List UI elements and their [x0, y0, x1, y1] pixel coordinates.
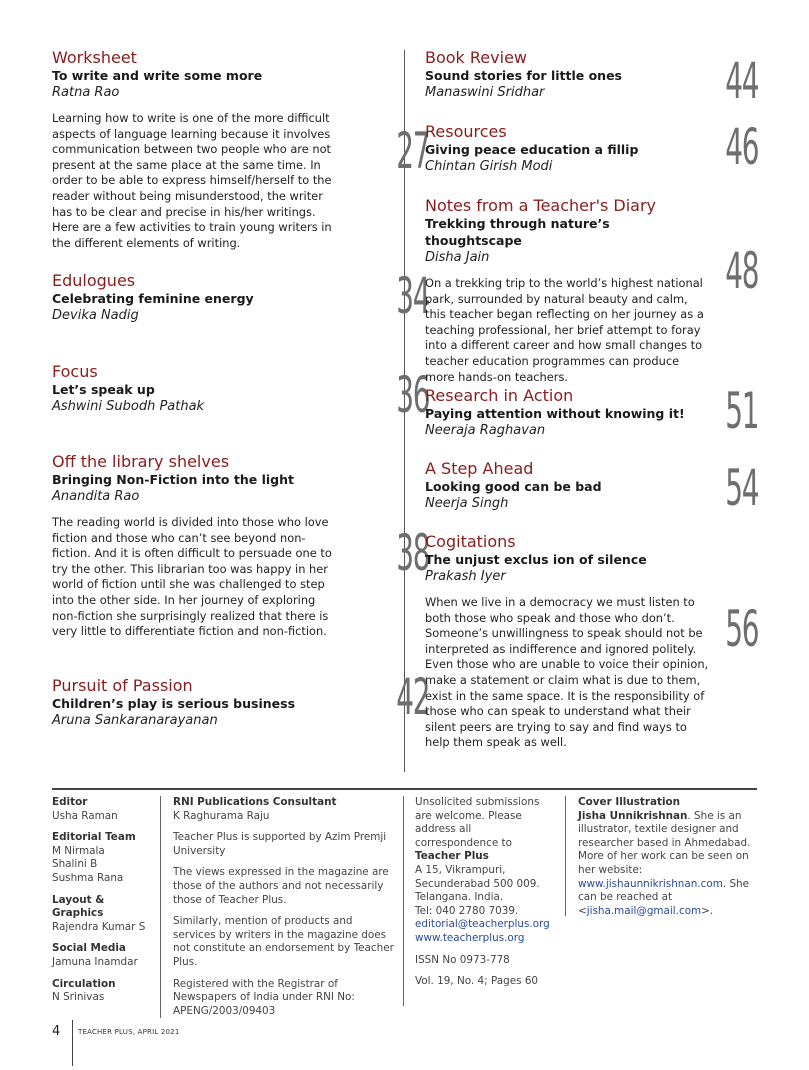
- article-title: Trekking through nature’s thoughtscape: [425, 216, 610, 248]
- page-number: 46: [724, 118, 758, 176]
- address-line: Telangana. India.: [415, 891, 504, 904]
- team-member: Sushma Rana: [52, 871, 124, 884]
- illustrator-contact-text: . She can be reached at: [578, 877, 750, 904]
- rni-consultant-name: K Raghurama Raju: [173, 809, 270, 822]
- editor-label: Editor: [52, 796, 88, 808]
- article-title: The unjust exclus ion of silence: [425, 552, 647, 567]
- page-number: 44: [724, 52, 758, 110]
- footer-separator: [565, 796, 566, 916]
- volume-info: Vol. 19, No. 4; Pages 60: [415, 975, 539, 988]
- section-heading: Notes from a Teacher's Diary: [425, 196, 657, 215]
- page-number: 34: [395, 267, 429, 325]
- angle-close: >: [701, 904, 710, 917]
- article-title: Celebrating feminine energy: [52, 291, 254, 306]
- masthead-notices: [173, 796, 395, 1026]
- section-heading: Edulogues: [52, 271, 136, 290]
- toc-entry-teachers-diary[interactable]: [425, 196, 758, 385]
- social-media-label: Social Media: [52, 942, 126, 955]
- page-number: 54: [724, 459, 758, 517]
- article-title: Children’s play is serious business: [52, 696, 296, 711]
- cover-credit-text: [578, 810, 758, 919]
- endorsement-disclaimer: Similarly, mention of products and services by writers in the magazine does not constitute an endorsement by Teacher Plus.: [173, 915, 394, 968]
- section-heading: Focus: [52, 362, 98, 381]
- layout-name: Rajendra Kumar S: [52, 920, 146, 933]
- submissions-note: Unsolicited submissions are welcome. Please address all correspondence to: [415, 796, 540, 849]
- article-author: Ratna Rao: [52, 85, 120, 100]
- toc-entry-focus[interactable]: [52, 362, 429, 424]
- toc-entry-book-review[interactable]: [425, 48, 758, 110]
- article-author: Prakash Iyer: [425, 569, 506, 584]
- section-heading: Book Review: [425, 48, 527, 67]
- toc-entry-library-shelves[interactable]: [52, 452, 429, 640]
- circulation-label: Circulation: [52, 977, 116, 990]
- editorial-team-label: Editorial Team: [52, 831, 136, 844]
- toc-entry-step-ahead[interactable]: [425, 459, 758, 517]
- section-heading: Cogitations: [425, 532, 516, 551]
- social-media-name: Jamuna Inamdar: [52, 955, 138, 968]
- article-author: Manaswini Sridhar: [425, 85, 545, 100]
- layout-label: Layout & Graphics: [52, 893, 105, 920]
- article-author: Neerja Singh: [425, 496, 509, 511]
- views-disclaimer: The views expressed in the magazine are those of the authors and not necessarily those of Teacher Plus.: [173, 866, 389, 906]
- page-number: 42: [395, 668, 429, 726]
- article-title: Sound stories for little ones: [425, 68, 622, 83]
- address-line: A 15, Vikrampuri,: [415, 863, 506, 876]
- article-title: Giving peace education a fillip: [425, 142, 639, 157]
- footer-separator: [160, 796, 161, 1018]
- circulation-name: N Srinivas: [52, 991, 105, 1004]
- article-author: Devika Nadig: [52, 308, 139, 323]
- page-number: 56: [724, 600, 758, 658]
- article-author: Disha Jain: [425, 250, 490, 265]
- section-heading: Pursuit of Passion: [52, 676, 193, 695]
- page-number: 36: [395, 366, 429, 424]
- page-number: 27: [395, 122, 429, 180]
- editor-name: Usha Raman: [52, 809, 118, 822]
- article-description: The reading world is divided into those who love fiction and those who can’t see beyond non-fiction. And it is often difficult to persuade one to try the other. This librarian too was happy in her world of fiction until she was challenged to step into the other side. In her journey of exploring non-fiction she surprisingly realized that there is very little to differentiate fiction and non-fiction.: [52, 515, 332, 639]
- toc-entry-cogitations[interactable]: [425, 532, 758, 751]
- masthead-staff: [52, 796, 152, 1013]
- contact-info: [415, 796, 557, 989]
- page-number: 51: [724, 382, 758, 440]
- article-description: When we live in a democracy we must listen to both those who speak and those who don’t. Someone’s unwillingness to speak should not be interpreted as indifference and ignored politely. Even those who are unable to voice their opinion, make a statement or claim what is due to them, exist in the same space. It is the responsibility of those who can speak to understand what their silent peers are trying to say and find ways to help them speak as well.: [425, 595, 709, 750]
- article-title: Bringing Non-Fiction into the light: [52, 472, 294, 487]
- section-heading: Resources: [425, 122, 507, 141]
- support-note: Teacher Plus is supported by Azim Premji University: [173, 831, 387, 857]
- org-name: Teacher Plus: [415, 850, 489, 863]
- article-title: To write and write some more: [52, 68, 263, 83]
- article-author: Neeraja Raghavan: [425, 423, 546, 438]
- folio-divider: [72, 1020, 73, 1066]
- article-author: Ashwini Subodh Pathak: [52, 399, 205, 414]
- article-title: Paying attention without knowing it!: [425, 406, 685, 421]
- cover-illustration-credit: [578, 796, 758, 918]
- illustrator-bio: . She is an illustrator, textile designer and researcher based in Ahmedabad. More of her work can be seen on her website:: [578, 809, 751, 876]
- article-description: On a trekking trip to the world’s highest national park, surrounded by natural beauty and calm, this teacher began reflecting on her journey as a teaching professional, her brief attempt to foray into a different career and how small changes to teacher education programmes can produce more hands-on teachers.: [425, 276, 704, 384]
- article-author: Chintan Girish Modi: [425, 159, 553, 174]
- team-member: M Nirmala: [52, 844, 105, 857]
- illustrator-website-link[interactable]: www.jishaunnikrishnan.com: [578, 877, 723, 890]
- magazine-issue-label: TEACHER PLUS, APRIL 2021: [78, 1028, 180, 1036]
- article-author: Anandita Rao: [52, 489, 140, 504]
- team-member: Shalini B: [52, 858, 98, 871]
- website-link[interactable]: www.teacherplus.org: [415, 931, 525, 944]
- registration-note: Registered with the Registrar of Newspapers of India under RNI No: APENG/2003/09403: [173, 977, 355, 1017]
- footer-rule: [52, 788, 757, 790]
- footer-separator: [403, 796, 404, 1006]
- address-line: Secunderabad 500 009.: [415, 877, 540, 890]
- page-number: 38: [395, 524, 429, 582]
- section-heading: Worksheet: [52, 48, 137, 67]
- article-author: Aruna Sankaranarayanan: [52, 713, 218, 728]
- article-description: Learning how to write is one of the more difficult aspects of language learning because it involves communication between two people who are not present at the same place at the same time. In order to be able to express himself/herself to the reader without being misunderstood, the writer has to be clear and precise in his/her writings. Here are a few activities to train young writers in the different elements of writing.: [52, 111, 332, 250]
- toc-entry-edulogues[interactable]: [52, 267, 429, 325]
- article-title: Looking good can be bad: [425, 479, 602, 494]
- issn-number: ISSN No 0973-778: [415, 953, 510, 966]
- phone-line: Tel: 040 2780 7039.: [415, 904, 519, 917]
- credit-period: .: [709, 904, 714, 917]
- cover-illustration-label: Cover Illustration: [578, 796, 681, 808]
- illustrator-name: Jisha Unnikrishnan: [578, 809, 688, 822]
- rni-consultant-label: RNI Publications Consultant: [173, 796, 337, 808]
- toc-entry-research-in-action[interactable]: [425, 382, 758, 440]
- email-link[interactable]: editorial@teacherplus.org: [415, 918, 550, 931]
- folio-page-number: 4: [52, 1024, 61, 1039]
- toc-entry-pursuit-of-passion[interactable]: [52, 668, 429, 729]
- section-heading: A Step Ahead: [425, 459, 534, 478]
- page-number: 48: [724, 242, 758, 300]
- toc-entry-resources[interactable]: [425, 118, 758, 176]
- toc-entry-worksheet[interactable]: [52, 48, 429, 251]
- section-heading: Research in Action: [425, 386, 574, 405]
- illustrator-email-link[interactable]: jisha.mail@gmail.com: [586, 904, 702, 917]
- section-heading: Off the library shelves: [52, 452, 230, 471]
- angle-open: <: [578, 904, 587, 917]
- article-title: Let’s speak up: [52, 382, 155, 397]
